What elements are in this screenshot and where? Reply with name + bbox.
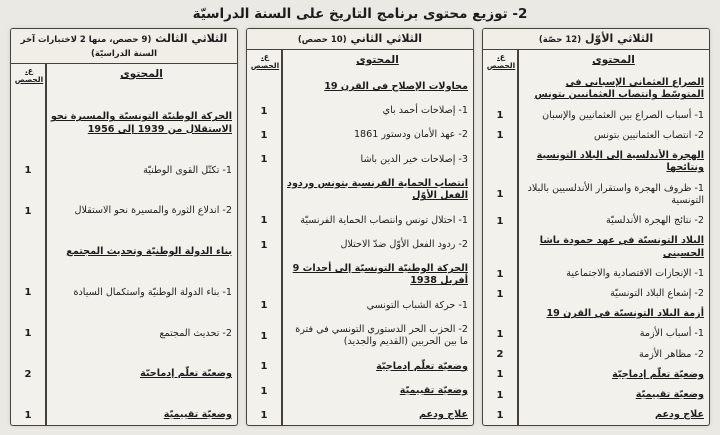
content-header: المحتوى — [356, 53, 399, 66]
row-text: الصراع العثماني الإسباني في المتوسّط وانتصاب العثمانيين بتونس — [534, 76, 704, 101]
row-session-count: 1 — [496, 130, 504, 142]
trimester-column — [246, 28, 474, 426]
page-title: 2- توزيع محتوى برنامج التاريخ على السنة الدراسيّة — [192, 6, 528, 22]
row-text: 2- نتائج الهجرة الأندلسيّة — [606, 215, 704, 227]
rows-area — [11, 64, 237, 426]
rows-area — [483, 50, 709, 425]
row-text: 2- الحزب الحر الدستوري التونسي في فترة ما بين الحربين (القديم والجديد) — [295, 323, 468, 348]
trimester-title-note: (10 حصص) — [297, 35, 347, 45]
column-divider-line — [45, 64, 47, 426]
trimester-title-note: (9 حصص، منها 2 لاختبارات آخر السنة الدراسيّة) — [20, 35, 158, 59]
row-session-count: 2 — [496, 349, 504, 361]
trimester-title-text: الثلاثي الثاني — [350, 32, 423, 45]
row-session-count: 1 — [24, 165, 32, 177]
row-text: 1- احتلال تونس وانتصاب الحماية الفرنسيّة — [300, 214, 468, 226]
row-text: وضعيّة تقييميّة — [163, 409, 232, 420]
row-session-count: 1 — [260, 154, 268, 166]
row-text: محاولات الإصلاح في القرن 19 — [324, 81, 468, 92]
row-session-count: 1 — [496, 215, 504, 227]
row-text: أزمة البلاد التونسيّة في القرن 19 — [546, 308, 704, 320]
column-divider-line — [281, 50, 283, 425]
row-session-count: 1 — [260, 385, 268, 397]
trimester-title — [483, 29, 709, 50]
row-text: البلاد التونسيّة في عهد حمودة باشا الحسيني — [539, 235, 704, 259]
row-text: 1- أسباب الأزمة — [639, 328, 704, 340]
rows-area — [247, 50, 473, 425]
row-text: علاج ودعم — [418, 409, 468, 421]
trimester-title-text: الثلاثي الأوّل — [584, 32, 654, 45]
trimester-column — [10, 28, 238, 426]
row-text: وضعيّة تقييميّة — [399, 384, 468, 396]
row-text: بناء الدولة الوطنيّة وتحديث المجتمع — [66, 246, 232, 257]
row-session-count: 1 — [260, 105, 268, 117]
sessions-header: ع. الحصص — [486, 51, 516, 70]
row-session-count: 1 — [496, 369, 504, 381]
row-text: 2- ردود الفعل الأوّل ضدّ الاحتلال — [340, 238, 468, 250]
row-session-count: 1 — [260, 330, 268, 342]
trimester-title-note: (12 حصّة) — [538, 35, 582, 45]
row-text: 1- ظروف الهجرة واستقرار الأندلسيين بالبلاد التونسية — [527, 182, 704, 206]
row-text: 1- إصلاحات أحمد باي — [382, 105, 468, 117]
row-text: 1- حركة الشباب التونسي — [366, 299, 468, 311]
row-text: وضعيّة تعلّم إدماجيّة — [140, 368, 232, 380]
sessions-header: ع. الحصص — [14, 65, 44, 84]
row-session-count: 1 — [496, 268, 504, 280]
row-text: 3- إصلاحات خير الدين باشا — [360, 153, 468, 165]
row-text: 1- بناء الدولة الوطنيّة واستكمال السيادة — [73, 286, 232, 298]
row-session-count: 1 — [24, 328, 32, 340]
row-session-count: 1 — [496, 110, 504, 122]
row-session-count: 1 — [260, 215, 268, 227]
trimester-title — [11, 29, 237, 64]
row-session-count: 1 — [260, 130, 268, 142]
row-session-count: 1 — [24, 287, 32, 299]
row-session-count: 1 — [260, 300, 268, 312]
row-text: 2- مظاهر الأزمة — [638, 348, 704, 360]
content-header: المحتوى — [120, 67, 163, 80]
row-text: وضعيّة تقييميّة — [635, 388, 704, 400]
trimester-column — [482, 28, 710, 426]
row-session-count: 1 — [260, 361, 268, 373]
trimester-title-text: الثلاثي الثالث — [155, 32, 228, 45]
row-text: 2- اندلاع الثورة والمسيرة نحو الاستقلال — [74, 205, 232, 217]
row-session-count: 1 — [496, 409, 504, 421]
row-session-count: 1 — [24, 205, 32, 217]
row-text: الحركة الوطنيّة التونسيّة والمسيرة نحو الاستقلال من 1939 إلى 1956 — [50, 111, 232, 135]
row-session-count: 1 — [496, 329, 504, 341]
content-table — [10, 28, 710, 426]
row-text: 2- إشعاع البلاد التونسيّة — [610, 288, 704, 300]
sessions-header: ع. الحصص — [250, 51, 280, 70]
row-session-count: 2 — [24, 368, 32, 380]
row-session-count: 1 — [260, 409, 268, 421]
row-text: 1- الإنجازات الاقتصادية والاجتماعية — [566, 267, 704, 279]
row-text: 2- تحديث المجتمع — [159, 327, 232, 339]
row-text: 1- أسباب الصراع بين العثمانيين والإسبان — [542, 109, 704, 121]
row-text: 2- عهد الأمان ودستور 1861 — [353, 129, 468, 141]
row-text: وضعيّة تعلّم إدماجيّة — [612, 368, 704, 380]
row-text: وضعيّة تعلّم إدماجيّة — [376, 360, 468, 372]
row-text: علاج ودعم — [654, 409, 704, 420]
row-session-count: 1 — [24, 409, 32, 421]
column-divider-line — [517, 50, 519, 425]
row-session-count: 1 — [496, 189, 504, 201]
row-session-count: 1 — [496, 288, 504, 300]
row-text: الحركة الوطنيّة التونسيّة إلى أحداث 9 أفريل 1938 — [292, 263, 468, 287]
row-text: انتصاب الحماية الفرنسية بتونس وردود الفعل الأوّل — [287, 177, 468, 202]
row-session-count: 1 — [496, 389, 504, 401]
row-text: الهجرة الأندلسية إلى البلاد التونسية ونتائجها — [536, 149, 704, 174]
row-session-count: 1 — [260, 239, 268, 251]
content-header: المحتوى — [592, 53, 635, 66]
row-text: 2- انتصاب العثمانيين بتونس — [594, 129, 704, 141]
row-text: 1- تكتّل القوى الوطنيّة — [143, 164, 232, 176]
trimester-title — [247, 29, 473, 50]
